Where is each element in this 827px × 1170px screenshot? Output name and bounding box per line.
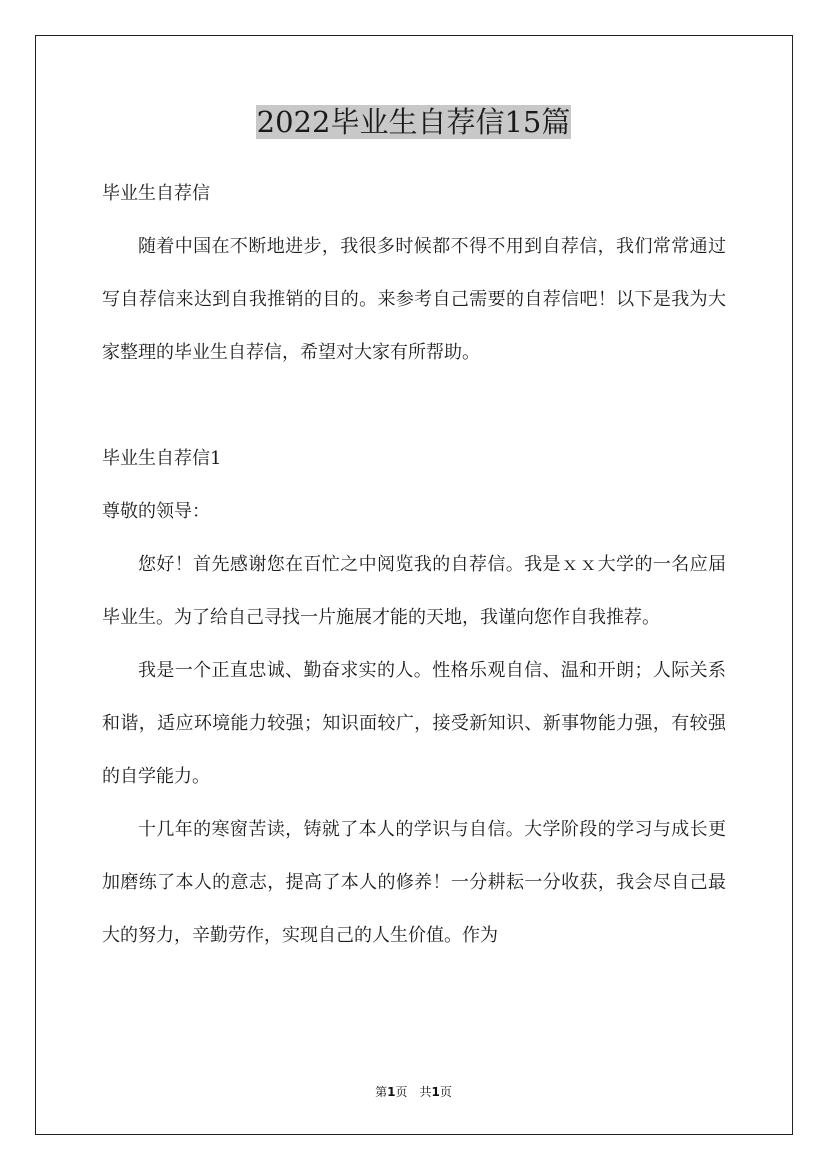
paragraph: 毕业生自荐信1 — [102, 448, 222, 469]
document-title — [0, 102, 827, 142]
paragraph: 随着中国在不断地进步，我很多时候都不得不用到自荐信，我们常常通过写自荐信来达到自我推销的目的。来参考自己需要的自荐信吧！以下是我为大家整理的毕业生自荐信，希望对大家有所帮助。 — [102, 236, 726, 363]
footer-prefix: 第 — [375, 1085, 388, 1099]
paragraph: 毕业生自荐信 — [102, 183, 210, 204]
footer-page-current: 1 — [387, 1085, 396, 1099]
document-body — [102, 167, 726, 962]
footer-suffix: 页 — [439, 1085, 452, 1099]
paragraph: 您好！首先感谢您在百忙之中阅览我的自荐信。我是ｘｘ大学的一名应届毕业生。为了给自己寻找一片施展才能的天地，我谨向您作自我推荐。 — [102, 554, 726, 628]
paragraph: 我是一个正直忠诚、勤奋求实的人。性格乐观自信、温和开朗；人际关系和谐，适应环境能力较强；知识面较广，接受新知识、新事物能力强，有较强的自学能力。 — [102, 660, 726, 787]
footer-page-total: 1 — [431, 1085, 440, 1099]
page-footer — [0, 1083, 827, 1101]
footer-mid: 页 共 — [395, 1085, 432, 1099]
paragraph: 十几年的寒窗苦读，铸就了本人的学识与自信。大学阶段的学习与成长更加磨练了本人的意志，提高了本人的修养！一分耕耘一分收获，我会尽自己最大的努力，辛勤劳作，实现自己的人生价值。作为 — [102, 819, 726, 946]
title-highlight: 2022毕业生自荐信15篇 — [256, 105, 571, 139]
paragraph: 尊敬的领导： — [102, 501, 210, 522]
